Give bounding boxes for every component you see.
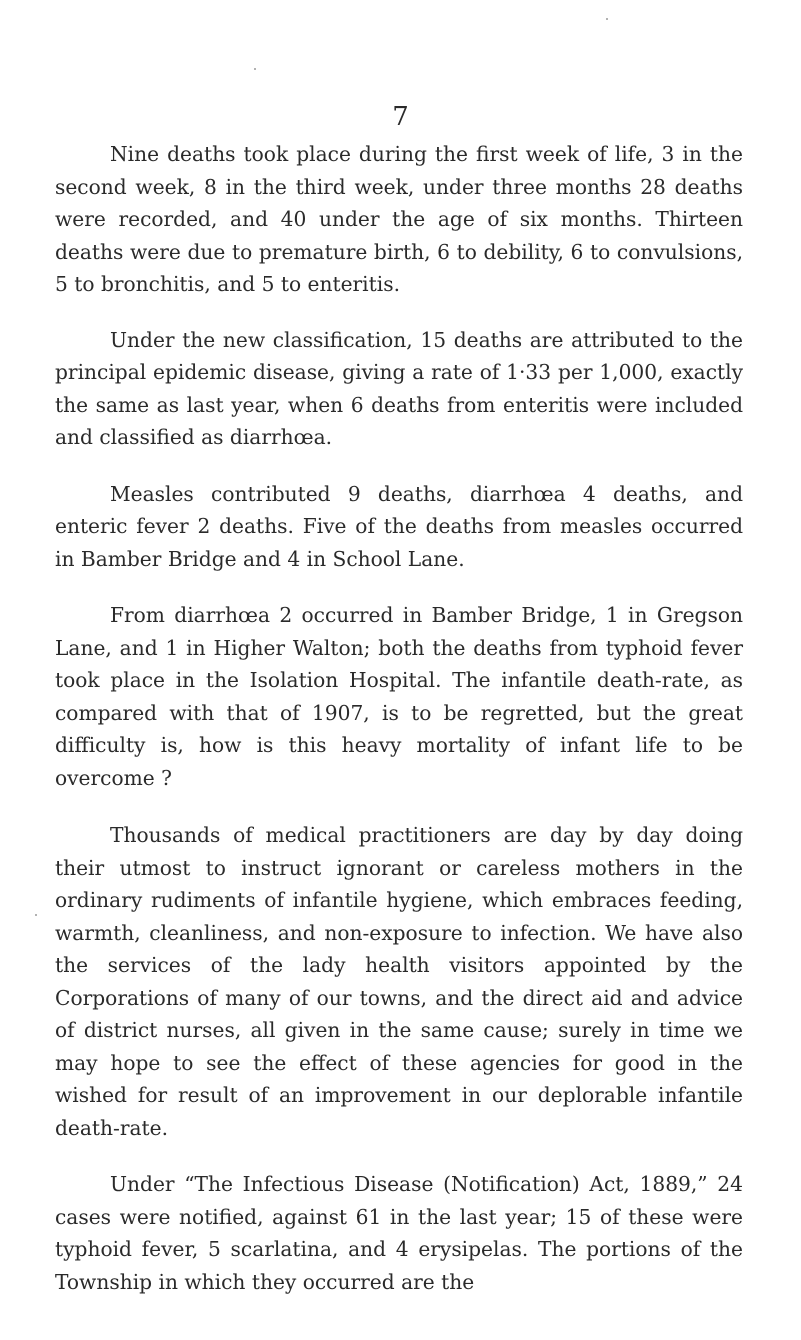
paragraph-notification-act: Under “The Infectious Disease (Notification) Act, 1889,” 24 cases were notified, against 61 in the last year; 15 of these were typhoid fever, 5 scarlatina, and 4 erysipelas. The portions of the Township in which they occurred are the <box>55 1172 743 1294</box>
body-text <box>55 138 743 1322</box>
scan-speck <box>254 68 256 70</box>
page-number: 7 <box>392 102 409 132</box>
paragraph-infant-deaths: Nine deaths took place during the first week of life, 3 in the second week, 8 in the third week, under three months 28 deaths were recorded, and 40 under the age of six months. Thirteen deaths were due to premature birth, 6 to debility, 6 to convulsions, 5 to bronchitis, and 5 to enteritis. <box>55 142 743 296</box>
paragraph-diarrhoea: From diarrhœa 2 occurred in Bamber Bridge, 1 in Gregson Lane, and 1 in Higher Walton; both the deaths from typhoid fever took place in the Isolation Hospital. The infantile death-rate, as compared with that of 1907, is to be regretted, but the great difficulty is, how is this heavy mortality of infant life to be overcome ? <box>55 603 743 790</box>
scan-speck <box>35 914 37 916</box>
paragraph-epidemic-classification: Under the new classification, 15 deaths are attributed to the principal epidemic disease, giving a rate of 1·33 per 1,000, exactly the same as last year, when 6 deaths from enteritis were included and classified as diarrhœa. <box>55 327 743 449</box>
paragraph-medical-practitioners: Thousands of medical practitioners are day by day doing their utmost to instruct ignorant or careless mothers in the ordinary rudiments of infantile hygiene, which embraces feeding, warmth, cleanliness, and non-exposure to infection. We have also the services of the lady health visitors appointed by the Corporations of many of our towns, and the direct aid and advice of district nurses, all given in the same cause; surely in time we may hope to see the effect of these agencies for good in the wished for result of an improvement in our deplorable infantile death-rate. <box>55 823 743 1140</box>
scan-speck <box>606 18 608 20</box>
paragraph-measles: Measles contributed 9 deaths, diarrhœa 4 deaths, and enteric fever 2 deaths. Five of the deaths from measles occurred in Bamber Bridge and 4 in School Lane. <box>55 481 743 571</box>
